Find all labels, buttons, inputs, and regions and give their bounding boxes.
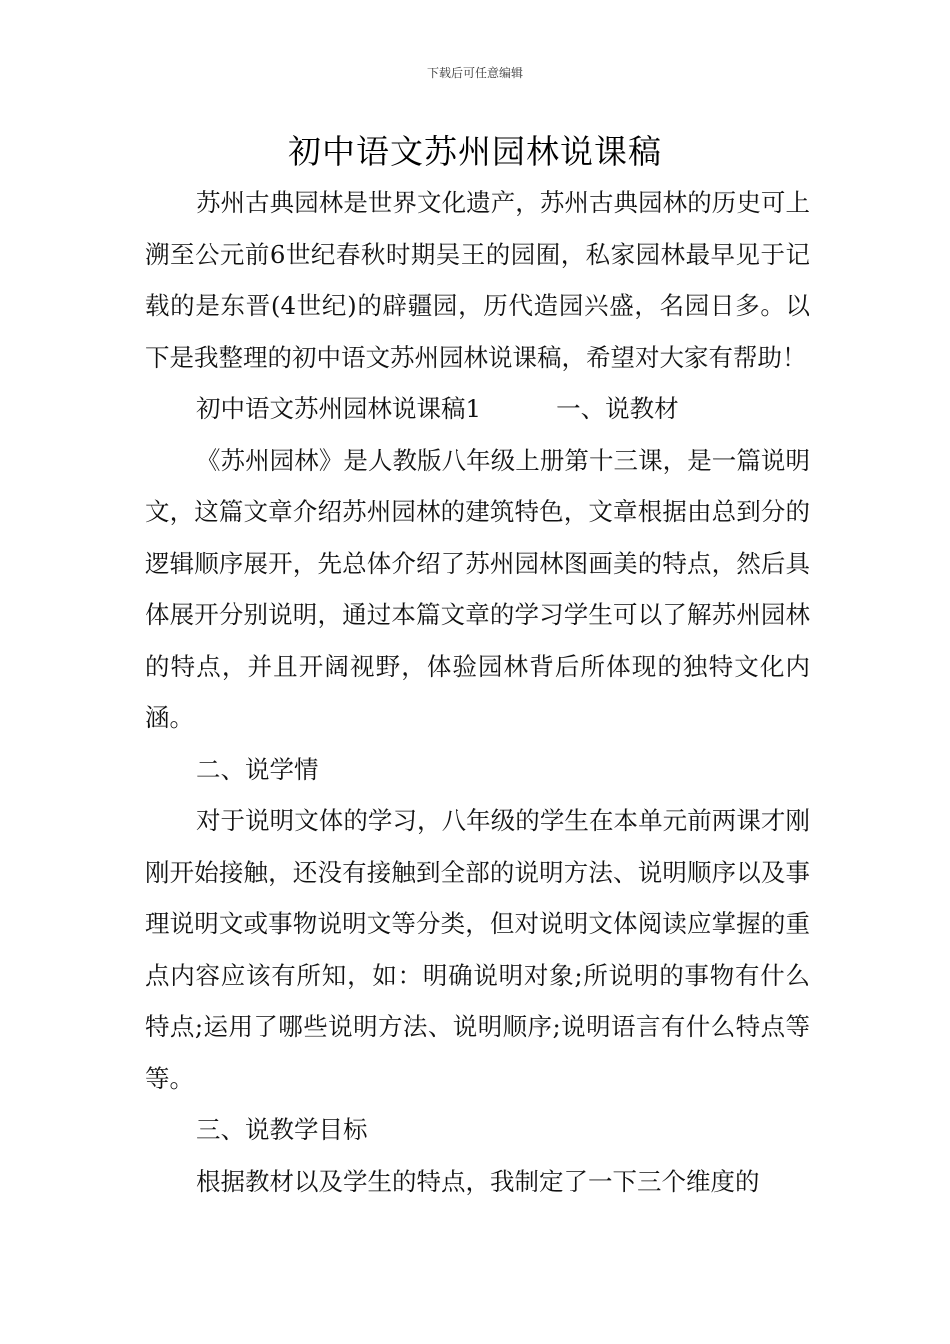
page-header-note: 下载后可任意编辑 bbox=[426, 66, 523, 80]
document-body bbox=[145, 177, 810, 1207]
section3-paragraph: 根据教材以及学生的特点，我制定了一下三个维度的 bbox=[196, 1166, 760, 1196]
section2-heading: 二、说学情 bbox=[196, 754, 319, 784]
section3-heading: 三、说教学目标 bbox=[196, 1115, 368, 1144]
section1-heading: 一、说教材 bbox=[556, 394, 679, 423]
section1-heading-line bbox=[145, 383, 810, 435]
document-title: 初中语文苏州园林说课稿 bbox=[288, 132, 662, 171]
section2-paragraph: 对于说明文体的学习，八年级的学生在本单元前两课才刚刚开始接触，还没有接触到全部的说明方法、说明顺序以及事理说明文或事物说明文等分类，但对说明文体阅读应掌握的重点内容应该有所知，如：明确说明对象;所说明的事物有什么特点;运用了哪些说明方法、说明顺序;说明语言有什么特点等等。 bbox=[145, 806, 810, 1093]
section1-paragraph: 《苏州园林》是人教版八年级上册第十三课，是一篇说明文，这篇文章介绍苏州园林的建筑特色，文章根据由总到分的逻辑顺序展开，先总体介绍了苏州园林图画美的特点，然后具体展开分别说明，通过本篇文章的学习学生可以了解苏州园林的特点，并且开阔视野，体验园林背后所体现的独特文化内涵。 bbox=[145, 445, 810, 732]
section1-title: 初中语文苏州园林说课稿1 bbox=[196, 394, 482, 423]
intro-paragraph: 苏州古典园林是世界文化遗产，苏州古典园林的历史可上溯至公元前6世纪春秋时期吴王的园囿，私家园林最早见于记载的是东晋(4世纪)的辟疆园，历代造园兴盛，名园日多。以下是我整理的初中语文苏州园林说课稿，希望对大家有帮助！ bbox=[145, 188, 810, 372]
